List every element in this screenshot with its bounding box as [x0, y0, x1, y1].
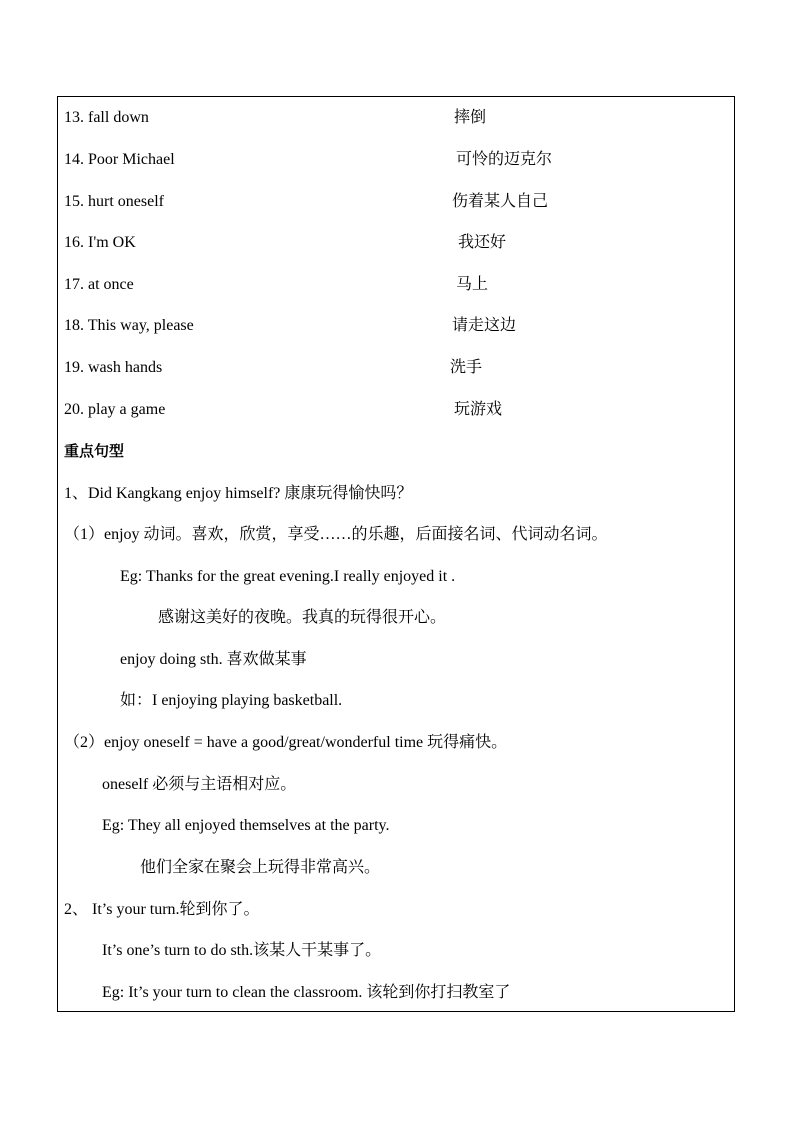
vocab-english: 17. at once	[64, 276, 134, 293]
vocab-chinese: 马上	[456, 276, 489, 293]
example-line: 如：I enjoying playing basketball.	[120, 692, 343, 709]
vocab-english: 15. hurt oneself	[64, 193, 164, 210]
vocab-english: 14. Poor Michael	[64, 151, 175, 168]
vocab-chinese: 玩游戏	[454, 401, 503, 418]
vocab-chinese: 摔倒	[454, 109, 487, 126]
example-line: Eg: They all enjoyed themselves at the party.	[102, 817, 390, 834]
translation-line: 感谢这美好的夜晚。我真的玩得很开心。	[158, 609, 447, 626]
example-line: Eg: Thanks for the great evening.I really enjoyed it .	[120, 568, 456, 585]
section-title: 重点句型	[64, 442, 125, 460]
explanation-line: （1）enjoy 动词。喜欢，欣赏，享受……的乐趣，后面接名词、代词动名词。	[64, 526, 608, 543]
vocab-chinese: 我还好	[458, 234, 507, 251]
translation-line: 他们全家在聚会上玩得非常高兴。	[140, 859, 381, 876]
vocab-chinese: 伤着某人自己	[452, 193, 549, 210]
vocab-english: 20. play a game	[64, 401, 166, 418]
sentence-heading: 1、Did Kangkang enjoy himself? 康康玩得愉快吗？	[64, 485, 413, 502]
usage-line: It’s one’s turn to do sth.该某人干某事了。	[102, 942, 382, 959]
vocab-english: 13. fall down	[64, 109, 149, 126]
vocab-chinese: 请走这边	[452, 317, 517, 334]
sentence-heading: 2、 It’s your turn.轮到你了。	[64, 901, 260, 918]
vocab-english: 16. I'm OK	[64, 234, 136, 251]
example-line: Eg: It’s your turn to clean the classroom. 该轮到你打扫教室了	[102, 984, 511, 1001]
vocab-english: 19. wash hands	[64, 359, 163, 376]
vocab-chinese: 洗手	[450, 359, 483, 376]
usage-line: enjoy doing sth. 喜欢做某事	[120, 651, 307, 668]
explanation-line: （2）enjoy oneself = have a good/great/wonderful time 玩得痛快。	[64, 734, 508, 751]
vocab-english: 18. This way, please	[64, 317, 194, 334]
vocab-chinese: 可怜的迈克尔	[456, 151, 553, 168]
usage-line: oneself 必须与主语相对应。	[102, 776, 297, 793]
